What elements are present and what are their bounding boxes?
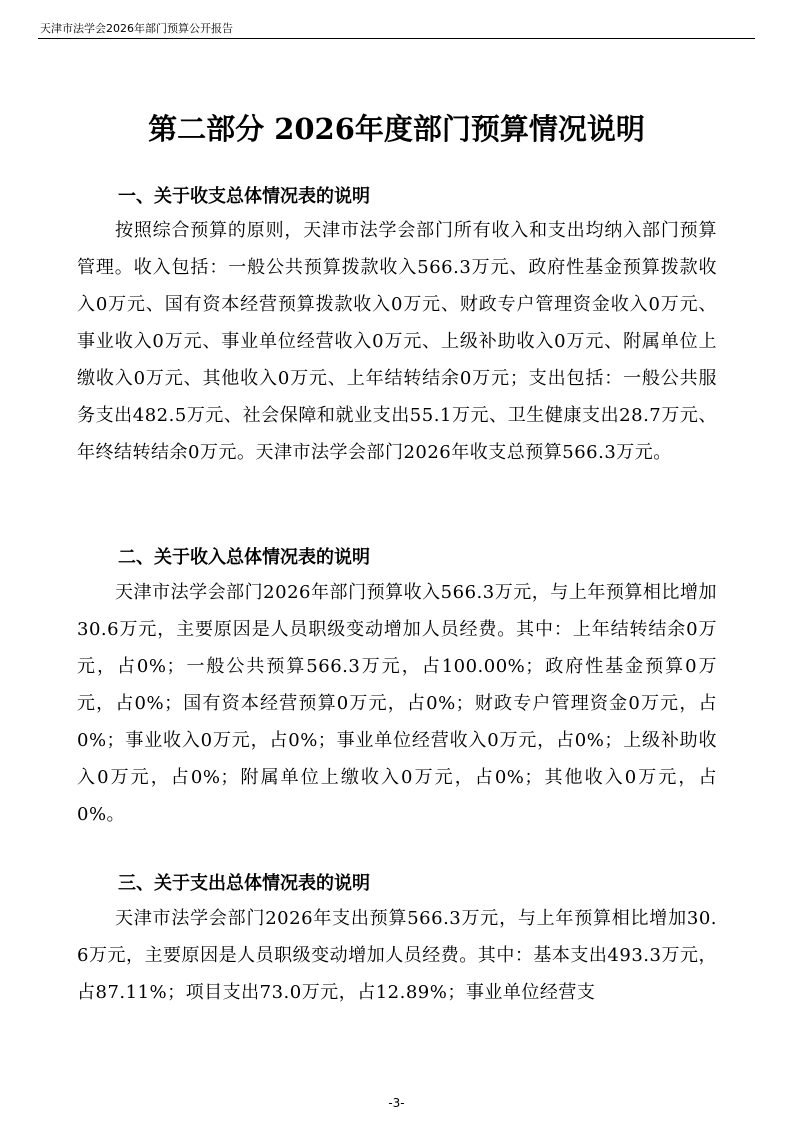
section-heading-3: 三、关于支出总体情况表的说明 [118,873,370,894]
section-paragraph-1: 按照综合预算的原则，天津市法学会部门所有收入和支出均纳入部门预算管理。收入包括：一般公共预算拨款收入566.3万元、政府性基金预算拨款收入0万元、国有资本经营预算拨款收入0万元、财政专户管理资金收入0万元、事业收入0万元、事业单位经营收入0万元、上级补助收入0万元、附属单位上缴收入0万元、其他收入0万元、上年结转结余0万元；支出包括：一般公共服务支出482.5万元、社会保障和就业支出55.1万元、卫生健康支出28.7万元、年终结转结余0万元。天津市法学会部门2026年收支总预算566.3万元。 [77,220,717,463]
section-heading-2: 二、关于收入总体情况表的说明 [118,547,370,568]
page-number: -3- [388,1096,405,1110]
page-title: 第二部分 2026年度部门预算情况说明 [148,112,645,147]
header-divider [38,38,755,39]
section-paragraph-3: 天津市法学会部门2026年支出预算566.3万元，与上年预算相比增加30.6万元，主要原因是人员职级变动增加人员经费。其中：基本支出493.3万元，占87.11%；项目支出73.0万元，占12.89%；事业单位经营支 [77,908,717,1003]
running-header: 天津市法学会2026年部门预算公开报告 [40,22,233,35]
section-heading-1: 一、关于收支总体情况表的说明 [118,186,370,207]
section-paragraph-2: 天津市法学会部门2026年部门预算收入566.3万元，与上年预算相比增加30.6万元，主要原因是人员职级变动增加人员经费。其中：上年结转结余0万元，占0%；一般公共预算566.3万元，占100.00%；政府性基金预算0万元，占0%；国有资本经营预算0万元，占0%；财政专户管理资金0万元，占0%；事业收入0万元，占0%；事业单位经营收入0万元，占0%；上级补助收入0万元，占0%；附属单位上缴收入0万元，占0%；其他收入0万元，占0%。 [77,582,717,825]
